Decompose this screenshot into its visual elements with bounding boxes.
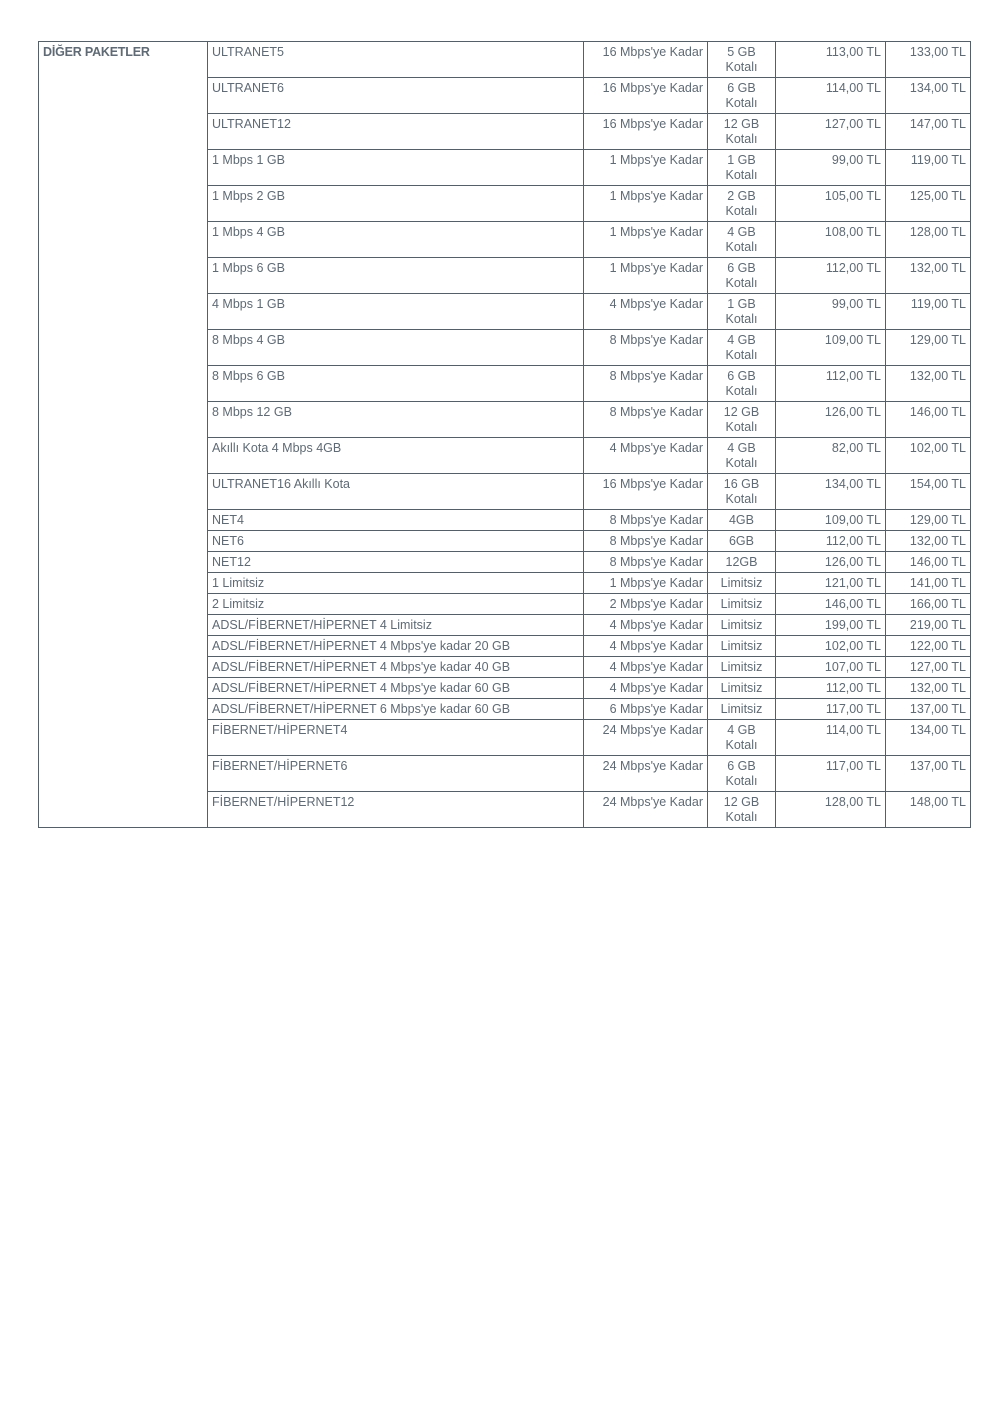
quota-cell: 12GB (708, 552, 776, 573)
package-name-cell: FİBERNET/HİPERNET6 (208, 756, 584, 792)
speed-cell: 16 Mbps'ye Kadar (584, 114, 708, 150)
price-2-cell: 137,00 TL (886, 756, 971, 792)
speed-cell: 16 Mbps'ye Kadar (584, 42, 708, 78)
packages-table-body (39, 42, 971, 828)
price-1-cell: 109,00 TL (776, 510, 886, 531)
package-name-cell: ADSL/FİBERNET/HİPERNET 4 Mbps'ye kadar 40 GB (208, 657, 584, 678)
price-2-cell: 147,00 TL (886, 114, 971, 150)
price-2-cell: 127,00 TL (886, 657, 971, 678)
package-name-cell: ULTRANET16 Akıllı Kota (208, 474, 584, 510)
price-2-cell: 141,00 TL (886, 573, 971, 594)
price-2-cell: 128,00 TL (886, 222, 971, 258)
quota-cell: 6 GB Kotalı (708, 78, 776, 114)
package-name-cell: ADSL/FİBERNET/HİPERNET 6 Mbps'ye kadar 60 GB (208, 699, 584, 720)
price-2-cell: 119,00 TL (886, 294, 971, 330)
quota-cell: Limitsiz (708, 699, 776, 720)
price-1-cell: 105,00 TL (776, 186, 886, 222)
package-name-cell: 1 Mbps 2 GB (208, 186, 584, 222)
price-1-cell: 112,00 TL (776, 366, 886, 402)
price-2-cell: 134,00 TL (886, 720, 971, 756)
speed-cell: 1 Mbps'ye Kadar (584, 258, 708, 294)
speed-cell: 16 Mbps'ye Kadar (584, 474, 708, 510)
quota-cell: 16 GB Kotalı (708, 474, 776, 510)
speed-cell: 6 Mbps'ye Kadar (584, 699, 708, 720)
price-1-cell: 102,00 TL (776, 636, 886, 657)
price-1-cell: 108,00 TL (776, 222, 886, 258)
price-1-cell: 127,00 TL (776, 114, 886, 150)
price-1-cell: 114,00 TL (776, 720, 886, 756)
price-2-cell: 146,00 TL (886, 402, 971, 438)
price-2-cell: 119,00 TL (886, 150, 971, 186)
quota-cell: 4GB (708, 510, 776, 531)
quota-cell: 1 GB Kotalı (708, 150, 776, 186)
quota-cell: 4 GB Kotalı (708, 438, 776, 474)
price-2-cell: 132,00 TL (886, 366, 971, 402)
quota-cell: 4 GB Kotalı (708, 222, 776, 258)
quota-cell: 1 GB Kotalı (708, 294, 776, 330)
speed-cell: 8 Mbps'ye Kadar (584, 531, 708, 552)
price-1-cell: 112,00 TL (776, 258, 886, 294)
price-1-cell: 114,00 TL (776, 78, 886, 114)
package-name-cell: ULTRANET6 (208, 78, 584, 114)
price-1-cell: 134,00 TL (776, 474, 886, 510)
speed-cell: 1 Mbps'ye Kadar (584, 150, 708, 186)
speed-cell: 1 Mbps'ye Kadar (584, 186, 708, 222)
quota-cell: 12 GB Kotalı (708, 402, 776, 438)
price-1-cell: 112,00 TL (776, 678, 886, 699)
speed-cell: 8 Mbps'ye Kadar (584, 510, 708, 531)
quota-cell: 4 GB Kotalı (708, 720, 776, 756)
group-label-cell: DİĞER PAKETLER (39, 42, 208, 828)
price-2-cell: 219,00 TL (886, 615, 971, 636)
package-name-cell: 1 Mbps 4 GB (208, 222, 584, 258)
package-name-cell: ADSL/FİBERNET/HİPERNET 4 Limitsiz (208, 615, 584, 636)
quota-cell: 2 GB Kotalı (708, 186, 776, 222)
price-1-cell: 113,00 TL (776, 42, 886, 78)
speed-cell: 16 Mbps'ye Kadar (584, 78, 708, 114)
price-2-cell: 134,00 TL (886, 78, 971, 114)
price-2-cell: 166,00 TL (886, 594, 971, 615)
price-1-cell: 199,00 TL (776, 615, 886, 636)
table-row (39, 42, 971, 78)
package-name-cell: 1 Mbps 1 GB (208, 150, 584, 186)
price-1-cell: 112,00 TL (776, 531, 886, 552)
price-2-cell: 102,00 TL (886, 438, 971, 474)
package-name-cell: Akıllı Kota 4 Mbps 4GB (208, 438, 584, 474)
quota-cell: 4 GB Kotalı (708, 330, 776, 366)
quota-cell: Limitsiz (708, 636, 776, 657)
price-2-cell: 132,00 TL (886, 678, 971, 699)
speed-cell: 24 Mbps'ye Kadar (584, 792, 708, 828)
speed-cell: 8 Mbps'ye Kadar (584, 552, 708, 573)
price-1-cell: 82,00 TL (776, 438, 886, 474)
quota-cell: 12 GB Kotalı (708, 114, 776, 150)
price-2-cell: 125,00 TL (886, 186, 971, 222)
speed-cell: 8 Mbps'ye Kadar (584, 402, 708, 438)
package-name-cell: 2 Limitsiz (208, 594, 584, 615)
price-1-cell: 99,00 TL (776, 150, 886, 186)
price-1-cell: 117,00 TL (776, 756, 886, 792)
package-name-cell: 8 Mbps 6 GB (208, 366, 584, 402)
speed-cell: 4 Mbps'ye Kadar (584, 615, 708, 636)
package-name-cell: NET12 (208, 552, 584, 573)
price-1-cell: 126,00 TL (776, 402, 886, 438)
price-1-cell: 99,00 TL (776, 294, 886, 330)
package-name-cell: 1 Limitsiz (208, 573, 584, 594)
package-name-cell: FİBERNET/HİPERNET12 (208, 792, 584, 828)
speed-cell: 4 Mbps'ye Kadar (584, 438, 708, 474)
price-2-cell: 148,00 TL (886, 792, 971, 828)
price-1-cell: 121,00 TL (776, 573, 886, 594)
package-name-cell: 4 Mbps 1 GB (208, 294, 584, 330)
quota-cell: 12 GB Kotalı (708, 792, 776, 828)
quota-cell: 6 GB Kotalı (708, 258, 776, 294)
price-1-cell: 128,00 TL (776, 792, 886, 828)
package-name-cell: ULTRANET5 (208, 42, 584, 78)
price-2-cell: 122,00 TL (886, 636, 971, 657)
price-2-cell: 133,00 TL (886, 42, 971, 78)
package-name-cell: NET4 (208, 510, 584, 531)
quota-cell: 5 GB Kotalı (708, 42, 776, 78)
packages-price-table (38, 41, 971, 828)
price-2-cell: 137,00 TL (886, 699, 971, 720)
quota-cell: 6GB (708, 531, 776, 552)
price-1-cell: 109,00 TL (776, 330, 886, 366)
price-1-cell: 117,00 TL (776, 699, 886, 720)
quota-cell: 6 GB Kotalı (708, 366, 776, 402)
quota-cell: Limitsiz (708, 594, 776, 615)
speed-cell: 1 Mbps'ye Kadar (584, 573, 708, 594)
quota-cell: Limitsiz (708, 615, 776, 636)
package-name-cell: FİBERNET/HİPERNET4 (208, 720, 584, 756)
price-2-cell: 154,00 TL (886, 474, 971, 510)
price-1-cell: 107,00 TL (776, 657, 886, 678)
quota-cell: Limitsiz (708, 657, 776, 678)
speed-cell: 4 Mbps'ye Kadar (584, 657, 708, 678)
speed-cell: 2 Mbps'ye Kadar (584, 594, 708, 615)
speed-cell: 4 Mbps'ye Kadar (584, 636, 708, 657)
price-2-cell: 132,00 TL (886, 258, 971, 294)
speed-cell: 24 Mbps'ye Kadar (584, 720, 708, 756)
price-1-cell: 146,00 TL (776, 594, 886, 615)
price-2-cell: 129,00 TL (886, 510, 971, 531)
package-name-cell: ULTRANET12 (208, 114, 584, 150)
package-name-cell: 8 Mbps 4 GB (208, 330, 584, 366)
speed-cell: 8 Mbps'ye Kadar (584, 330, 708, 366)
package-name-cell: ADSL/FİBERNET/HİPERNET 4 Mbps'ye kadar 60 GB (208, 678, 584, 699)
package-name-cell: 1 Mbps 6 GB (208, 258, 584, 294)
speed-cell: 4 Mbps'ye Kadar (584, 294, 708, 330)
speed-cell: 1 Mbps'ye Kadar (584, 222, 708, 258)
speed-cell: 8 Mbps'ye Kadar (584, 366, 708, 402)
speed-cell: 24 Mbps'ye Kadar (584, 756, 708, 792)
package-name-cell: NET6 (208, 531, 584, 552)
package-name-cell: 8 Mbps 12 GB (208, 402, 584, 438)
quota-cell: 6 GB Kotalı (708, 756, 776, 792)
price-2-cell: 132,00 TL (886, 531, 971, 552)
quota-cell: Limitsiz (708, 678, 776, 699)
price-2-cell: 129,00 TL (886, 330, 971, 366)
price-2-cell: 146,00 TL (886, 552, 971, 573)
quota-cell: Limitsiz (708, 573, 776, 594)
package-name-cell: ADSL/FİBERNET/HİPERNET 4 Mbps'ye kadar 20 GB (208, 636, 584, 657)
price-1-cell: 126,00 TL (776, 552, 886, 573)
speed-cell: 4 Mbps'ye Kadar (584, 678, 708, 699)
